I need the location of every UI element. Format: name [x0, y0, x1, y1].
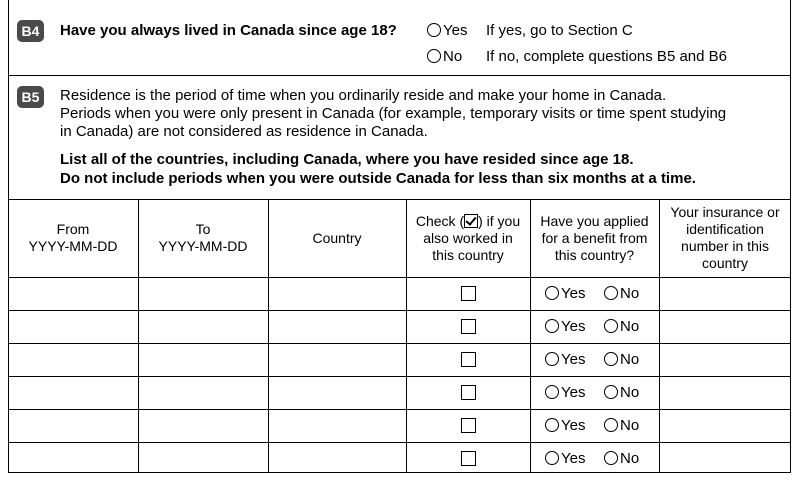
country-cell[interactable]: [269, 443, 405, 474]
country-cell[interactable]: [269, 377, 405, 408]
applied-no-label: No: [620, 351, 640, 368]
worked-checkbox[interactable]: [461, 319, 476, 334]
b5-instruction-line-2: Do not include periods when you were outside Canada for less than six months at a time.: [60, 170, 696, 187]
applied-no-option[interactable]: [604, 285, 639, 303]
applied-no-option[interactable]: [604, 384, 639, 402]
insurance-cell[interactable]: [660, 311, 790, 342]
to-cell[interactable]: [139, 311, 267, 342]
checkmark-icon: [464, 214, 478, 228]
applied-yes-radio[interactable]: [545, 352, 559, 366]
from-cell[interactable]: [9, 344, 137, 375]
worked-checkbox[interactable]: [461, 418, 476, 433]
applied-yes-option[interactable]: [545, 318, 585, 336]
from-cell[interactable]: [9, 443, 137, 474]
applied-no-option[interactable]: [604, 351, 639, 369]
insurance-cell[interactable]: [660, 344, 790, 375]
b5-instruction-line-1: List all of the countries, including Canada, where you have resided since age 18.: [60, 151, 634, 168]
country-cell[interactable]: [269, 344, 405, 375]
b4-yes-instruction: If yes, go to Section C: [486, 22, 633, 39]
to-cell[interactable]: [139, 443, 267, 474]
applied-no-radio[interactable]: [604, 319, 618, 333]
applied-yes-label: Yes: [561, 318, 586, 335]
b4-yes-label: Yes: [443, 22, 468, 39]
to-cell[interactable]: [139, 377, 267, 408]
applied-no-radio[interactable]: [604, 385, 618, 399]
header-applied-benefit: Have you applied for a benefit from this country?: [540, 212, 649, 263]
b5-badge: B5: [17, 86, 44, 108]
applied-no-radio[interactable]: [604, 451, 618, 465]
applied-no-label: No: [620, 318, 640, 335]
applied-yes-option[interactable]: [545, 417, 585, 435]
insurance-cell[interactable]: [660, 377, 790, 408]
applied-yes-radio[interactable]: [545, 319, 559, 333]
applied-yes-option[interactable]: [545, 285, 585, 303]
country-cell[interactable]: [269, 278, 405, 309]
to-cell[interactable]: [139, 410, 267, 441]
insurance-cell[interactable]: [660, 443, 790, 474]
applied-no-label: No: [620, 384, 640, 401]
applied-yes-label: Yes: [561, 417, 586, 434]
applied-no-radio[interactable]: [604, 418, 618, 432]
to-cell[interactable]: [139, 278, 267, 309]
applied-yes-radio[interactable]: [545, 418, 559, 432]
b4-option-no[interactable]: [427, 48, 462, 66]
applied-yes-option[interactable]: [545, 384, 585, 402]
applied-no-radio[interactable]: [604, 286, 618, 300]
b5-paragraph-line-1: Residence is the period of time when you ordinarily reside and make your home in Canada.: [60, 87, 667, 104]
b4-question: Have you always lived in Canada since age 18?: [60, 22, 397, 39]
applied-no-label: No: [620, 450, 640, 467]
applied-yes-label: Yes: [561, 351, 586, 368]
b4-yes-radio[interactable]: [427, 23, 441, 37]
divider-b4-b5: [8, 75, 791, 76]
worked-checkbox[interactable]: [461, 286, 476, 301]
from-cell[interactable]: [9, 278, 137, 309]
b4-option-yes[interactable]: [427, 22, 467, 40]
b5-paragraph-line-2: Periods when you were only present in Canada (for example, temporary visits or time spent studying: [60, 105, 727, 122]
b4-badge: B4: [17, 20, 44, 42]
insurance-cell[interactable]: [660, 410, 790, 441]
header-insurance-number: Your insurance or identification number in this country: [670, 204, 780, 271]
applied-no-label: No: [620, 417, 640, 434]
header-check-worked: Check ( ) if you also worked in this country: [415, 212, 521, 263]
header-from: From YYYY-MM-DD: [28, 221, 118, 254]
applied-no-label: No: [620, 285, 640, 302]
b4-no-radio[interactable]: [427, 49, 441, 63]
from-cell[interactable]: [9, 377, 137, 408]
applied-yes-option[interactable]: [545, 351, 585, 369]
applied-yes-label: Yes: [561, 450, 586, 467]
from-cell[interactable]: [9, 311, 137, 342]
applied-no-option[interactable]: [604, 318, 639, 336]
worked-checkbox[interactable]: [461, 451, 476, 466]
applied-yes-label: Yes: [561, 285, 586, 302]
b4-no-label: No: [443, 48, 463, 65]
worked-checkbox[interactable]: [461, 352, 476, 367]
applied-yes-radio[interactable]: [545, 286, 559, 300]
applied-yes-radio[interactable]: [545, 451, 559, 465]
applied-no-radio[interactable]: [604, 352, 618, 366]
country-cell[interactable]: [269, 311, 405, 342]
b5-paragraph-line-3: in Canada) are not considered as residence in Canada.: [60, 123, 428, 140]
to-cell[interactable]: [139, 344, 267, 375]
header-country: Country: [312, 229, 362, 246]
applied-yes-option[interactable]: [545, 450, 585, 468]
header-to: To YYYY-MM-DD: [158, 221, 248, 254]
applied-no-option[interactable]: [604, 450, 639, 468]
country-cell[interactable]: [269, 410, 405, 441]
applied-no-option[interactable]: [604, 417, 639, 435]
insurance-cell[interactable]: [660, 278, 790, 309]
b4-no-instruction: If no, complete questions B5 and B6: [486, 48, 727, 65]
applied-yes-radio[interactable]: [545, 385, 559, 399]
from-cell[interactable]: [9, 410, 137, 441]
worked-checkbox[interactable]: [461, 385, 476, 400]
applied-yes-label: Yes: [561, 384, 586, 401]
